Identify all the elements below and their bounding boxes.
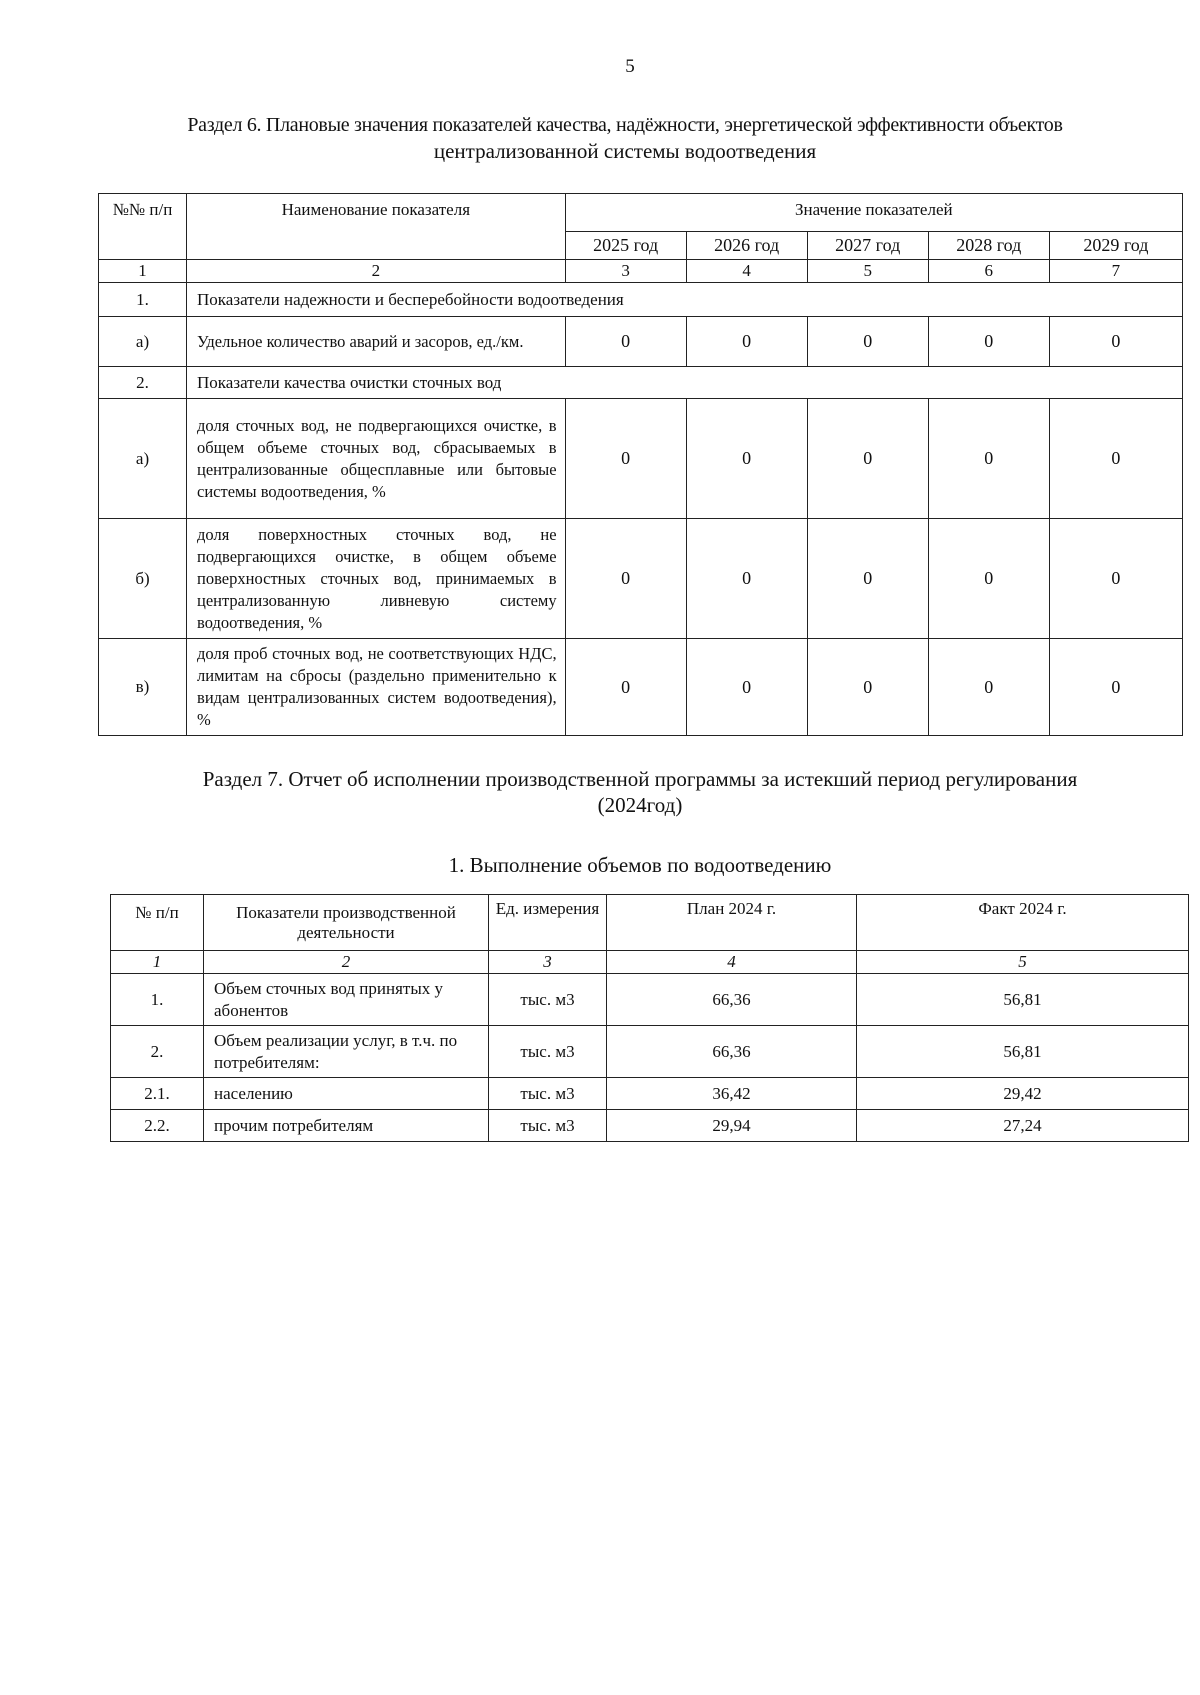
section-7-title-line1: Раздел 7. Отчет об исполнении производственной программы за истекший период регулирования [202,767,1078,791]
value-cell: 0 [807,639,928,736]
fact-value: 29,42 [857,1078,1189,1110]
value-cell: 0 [1049,519,1182,639]
header-year: 2025 год [565,232,686,260]
value-cell: 0 [565,639,686,736]
value-cell: 0 [686,519,807,639]
col-number: 3 [565,260,686,283]
fact-value: 27,24 [857,1110,1189,1142]
value-cell: 0 [928,639,1049,736]
value-cell: 0 [565,399,686,519]
indicator-name: населению [204,1078,489,1110]
value-cell: 0 [928,519,1049,639]
indicator-name: доля поверхностных сточных вод, не подвергающихся очистке, в общем объеме поверхностных сточных вод, принимаемых в централизованную ливневую систему водоотведения, % [187,519,566,639]
page-number: 5 [625,56,635,77]
indicator-name: доля сточных вод, не подвергающихся очистке, в общем объеме сточных вод, сбрасываемых в централизованные общесплавные или бытовые системы водоотведения, % [187,399,566,519]
plan-value: 29,94 [607,1110,857,1142]
header-plan: План 2024 г. [607,895,857,951]
value-cell: 0 [1049,317,1182,367]
col-number: 1 [99,260,187,283]
value-cell: 0 [928,399,1049,519]
col-number: 4 [686,260,807,283]
section-6-title [120,112,1130,164]
table-row [99,317,1183,367]
row-num: 2.1. [111,1078,204,1110]
section-6-title-line1: Раздел 6. Плановые значения показателей качества, надёжности, энергетической эффективности объектов [187,114,1063,136]
unit-cell: тыс. м3 [489,974,607,1026]
header-year: 2027 год [807,232,928,260]
value-cell: 0 [807,519,928,639]
table-row [99,519,1183,639]
unit-cell: тыс. м3 [489,1110,607,1142]
table-row [111,1026,1189,1078]
row-num: в) [99,639,187,736]
group-num: 1. [99,283,187,317]
row-num: 2.2. [111,1110,204,1142]
group-num: 2. [99,367,187,399]
value-cell: 0 [686,639,807,736]
section-6-title-line2: централизованной системы водоотведения [433,139,817,163]
col-number: 7 [1049,260,1182,283]
col-number: 2 [187,260,566,283]
plan-value: 36,42 [607,1078,857,1110]
row-num: 1. [111,974,204,1026]
row-num: б) [99,519,187,639]
header-year: 2028 год [928,232,1049,260]
row-num: 2. [111,1026,204,1078]
header-year: 2026 год [686,232,807,260]
table-row [111,1110,1189,1142]
header-num: №№ п/п [99,194,187,260]
table-row [99,399,1183,519]
indicator-name: Объем сточных вод принятых у абонентов [204,974,489,1026]
value-cell: 0 [565,519,686,639]
indicator-name: Объем реализации услуг, в т.ч. по потребителям: [204,1026,489,1078]
header-num: № п/п [111,895,204,951]
header-indicator-name: Наименование показателя [187,194,566,260]
col-number: 5 [807,260,928,283]
group-row [99,367,1183,399]
section-7-title [150,766,1130,818]
col-number: 6 [928,260,1049,283]
col-number: 5 [857,951,1189,974]
value-cell: 0 [1049,639,1182,736]
value-cell: 0 [807,317,928,367]
col-number: 1 [111,951,204,974]
row-num: а) [99,399,187,519]
table-row [111,1078,1189,1110]
header-fact: Факт 2024 г. [857,895,1189,951]
header-values: Значение показателей [565,194,1182,232]
col-number: 4 [607,951,857,974]
section-7-subtitle: 1. Выполнение объемов по водоотведению [448,853,832,877]
header-year: 2029 год [1049,232,1182,260]
section-7-table [110,894,1189,1142]
row-num: а) [99,317,187,367]
indicator-name: Удельное количество аварий и засоров, ед./км. [187,317,566,367]
header-indicator-name: Показатели производственной деятельности [204,895,489,951]
value-cell: 0 [565,317,686,367]
group-title: Показатели качества очистки сточных вод [187,367,1183,399]
col-number: 3 [489,951,607,974]
unit-cell: тыс. м3 [489,1026,607,1078]
section-7-title-line2: (2024год) [597,793,683,817]
table-row [111,974,1189,1026]
table-row [99,639,1183,736]
section-6-table [98,193,1183,736]
group-title: Показатели надежности и бесперебойности водоотведения [187,283,1183,317]
group-row [99,283,1183,317]
plan-value: 66,36 [607,974,857,1026]
indicator-name: прочим потребителям [204,1110,489,1142]
value-cell: 0 [1049,399,1182,519]
fact-value: 56,81 [857,1026,1189,1078]
plan-value: 66,36 [607,1026,857,1078]
value-cell: 0 [928,317,1049,367]
unit-cell: тыс. м3 [489,1078,607,1110]
header-unit: Ед. измерения [489,895,607,951]
value-cell: 0 [686,317,807,367]
value-cell: 0 [807,399,928,519]
value-cell: 0 [686,399,807,519]
fact-value: 56,81 [857,974,1189,1026]
indicator-name: доля проб сточных вод, не соответствующих НДС, лимитам на сбросы (раздельно применительно к видам централизованных систем водоотведения), % [187,639,566,736]
col-number: 2 [204,951,489,974]
